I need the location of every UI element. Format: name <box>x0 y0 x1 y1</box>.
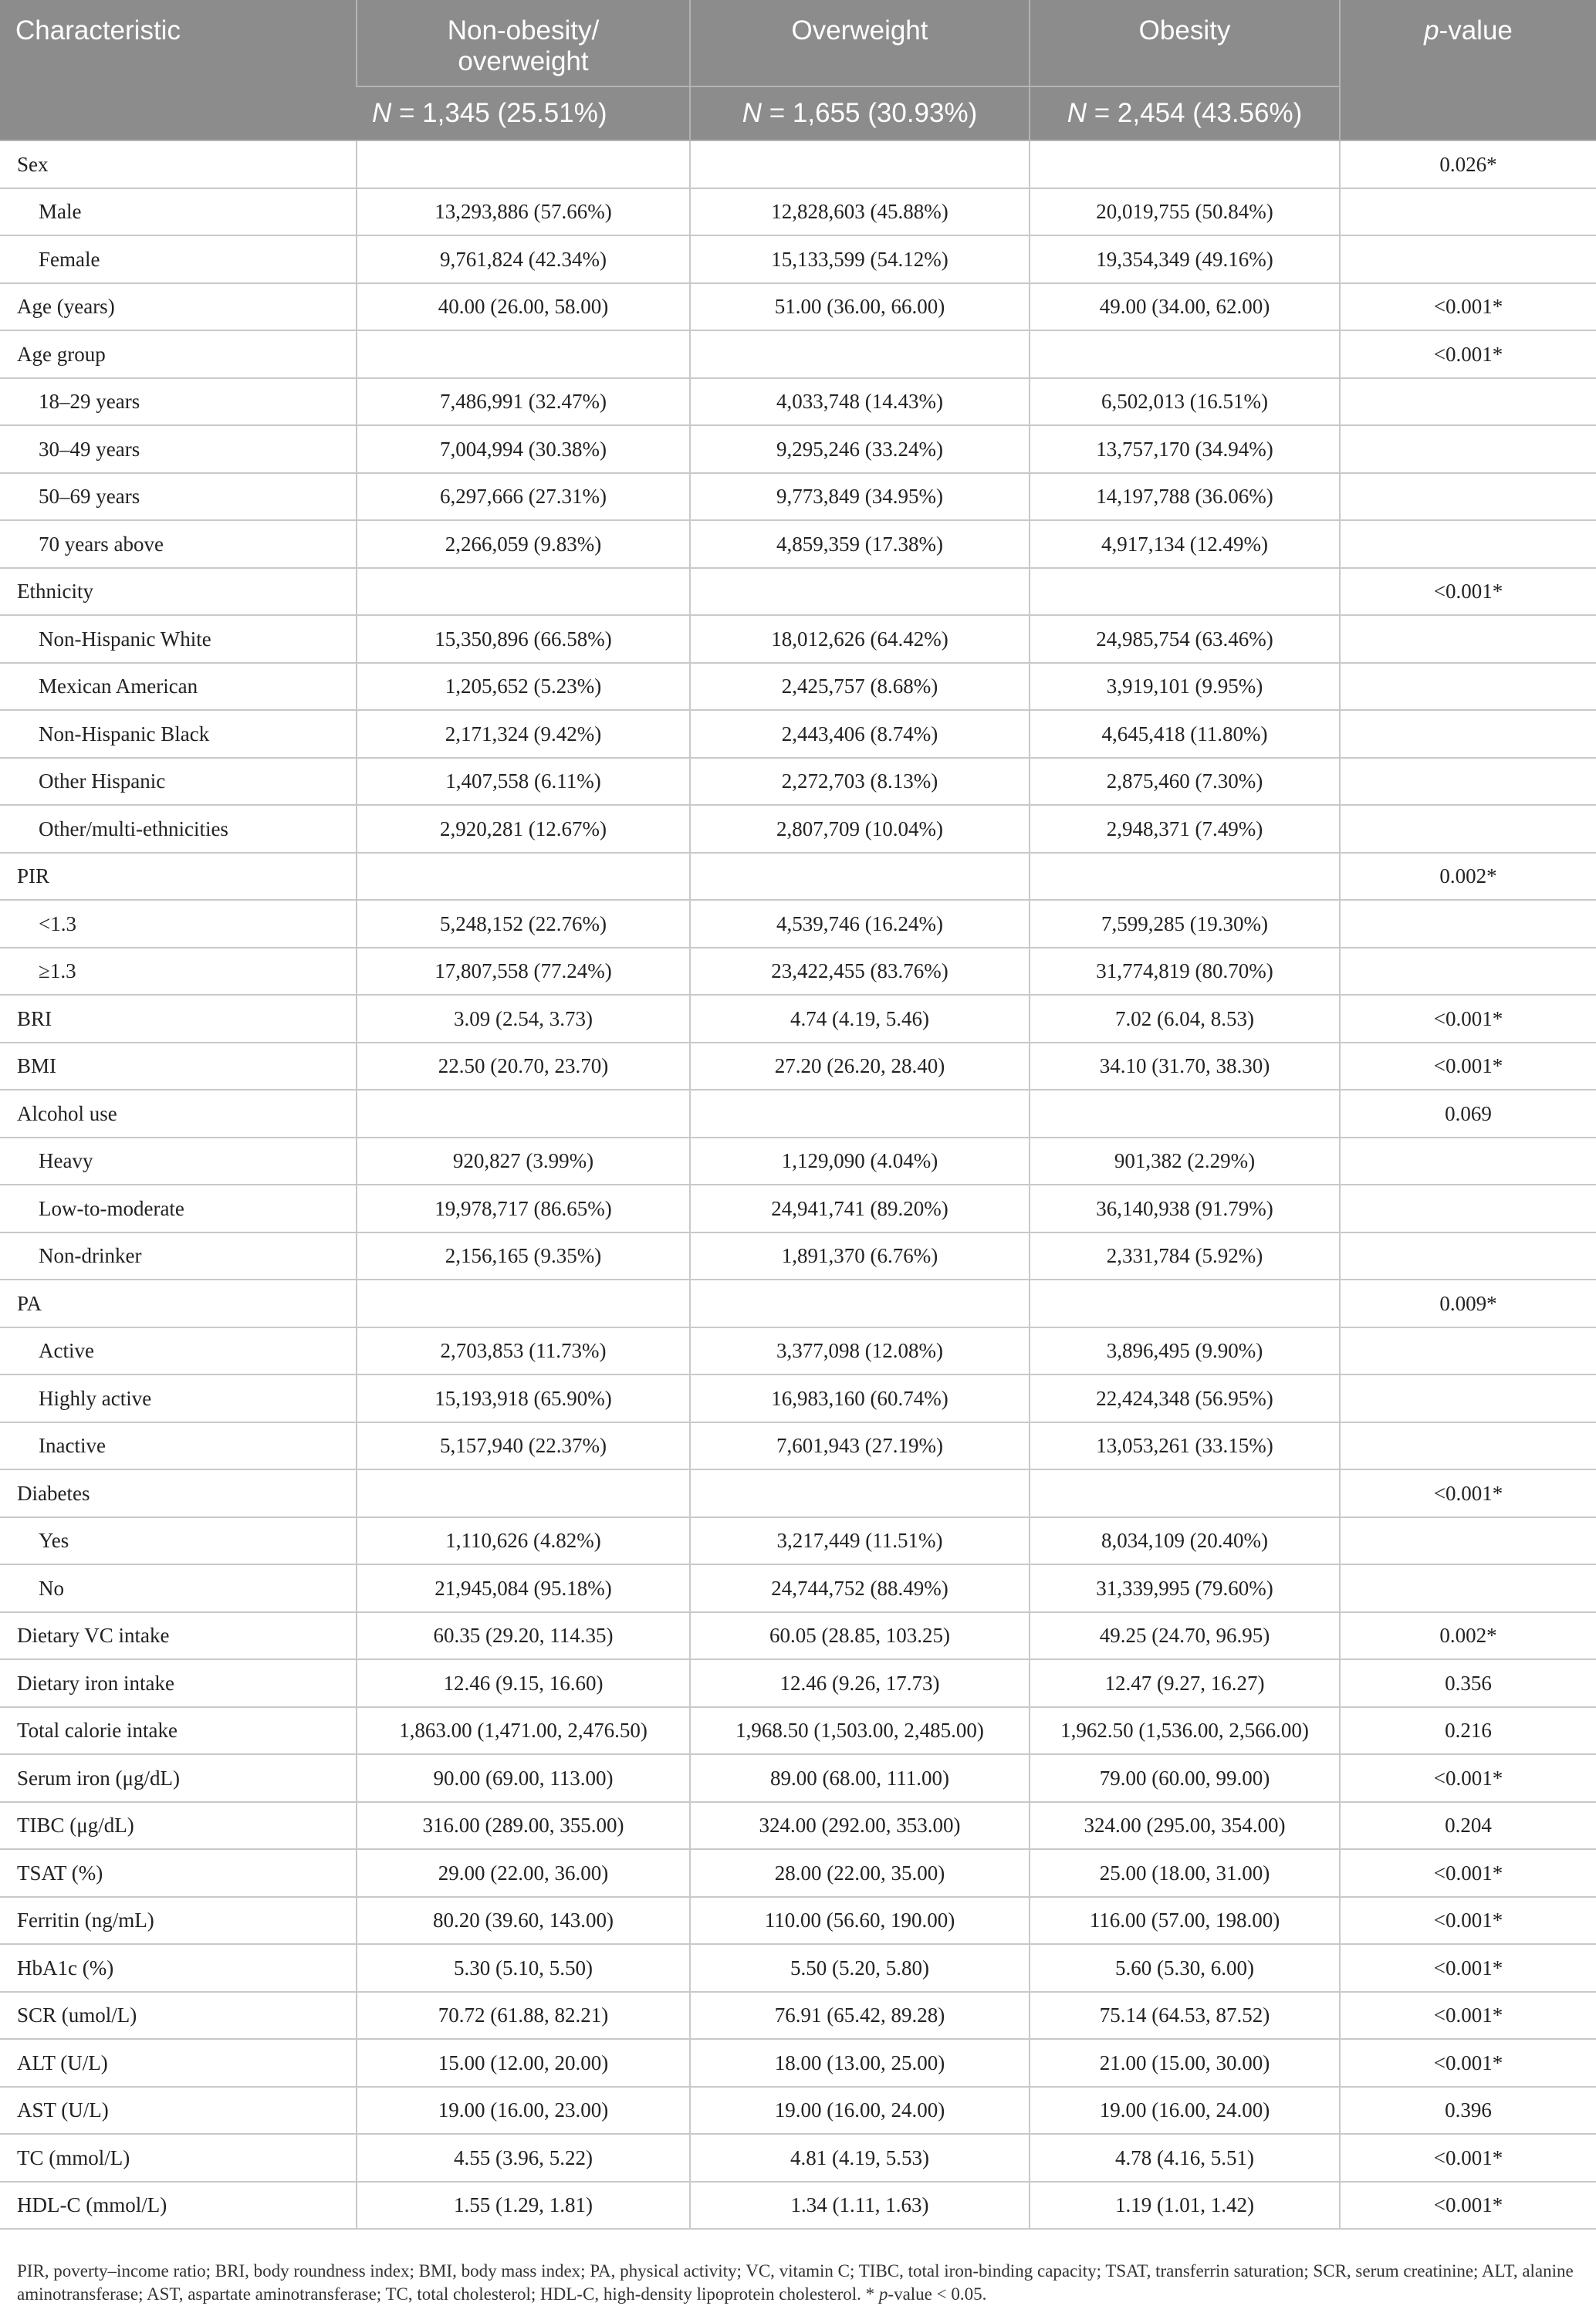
cell-overweight: 110.00 (56.60, 190.00) <box>690 1897 1030 1945</box>
row-label: Serum iron (μg/dL) <box>0 1754 357 1802</box>
cell-obesity: 7.02 (6.04, 8.53) <box>1030 995 1340 1043</box>
cell-p-value: <0.001* <box>1340 1992 1596 2040</box>
header-p-italic: p <box>1424 15 1439 46</box>
table-row <box>0 1232 1596 1280</box>
header-p-value <box>1340 0 1596 140</box>
cell-overweight: 3,377,098 (12.08%) <box>690 1327 1030 1375</box>
table-row <box>0 1517 1596 1565</box>
cell-non-obesity: 2,171,324 (9.42%) <box>357 710 690 758</box>
cell-non-obesity: 5.30 (5.10, 5.50) <box>357 1944 690 1992</box>
cell-obesity: 3,919,101 (9.95%) <box>1030 663 1340 711</box>
cell-non-obesity: 15.00 (12.00, 20.00) <box>357 2039 690 2087</box>
table-row <box>0 2134 1596 2182</box>
cell-overweight: 1.34 (1.11, 1.63) <box>690 2182 1030 2230</box>
cell-p-value <box>1340 1517 1596 1565</box>
cell-p-value: 0.026* <box>1340 140 1596 188</box>
cell-overweight: 19.00 (16.00, 24.00) <box>690 2087 1030 2135</box>
table-row <box>0 1897 1596 1945</box>
cell-non-obesity: 920,827 (3.99%) <box>357 1138 690 1185</box>
table-row <box>0 1564 1596 1612</box>
table-row <box>0 1659 1596 1707</box>
cell-non-obesity: 5,248,152 (22.76%) <box>357 900 690 948</box>
cell-non-obesity: 70.72 (61.88, 82.21) <box>357 1992 690 2040</box>
row-label: Other Hispanic <box>0 758 357 806</box>
cell-overweight <box>690 1469 1030 1517</box>
row-label: Non-Hispanic Black <box>0 710 357 758</box>
cell-obesity: 8,034,109 (20.40%) <box>1030 1517 1340 1565</box>
row-label: 50–69 years <box>0 473 357 521</box>
header-n-value: = 2,454 (43.56%) <box>1087 98 1303 128</box>
header-n-label: N <box>1067 98 1087 128</box>
table-row <box>0 1090 1596 1138</box>
cell-non-obesity: 4.55 (3.96, 5.22) <box>357 2134 690 2182</box>
header-group-non-obesity <box>357 0 690 86</box>
row-label: TSAT (%) <box>0 1849 357 1897</box>
header-group-non-obesity-line1: Non-obesity/ <box>447 15 600 46</box>
cell-overweight: 60.05 (28.85, 103.25) <box>690 1612 1030 1660</box>
cell-overweight: 1,129,090 (4.04%) <box>690 1138 1030 1185</box>
cell-obesity: 901,382 (2.29%) <box>1030 1138 1340 1185</box>
row-label: Total calorie intake <box>0 1707 357 1755</box>
table-row <box>0 1043 1596 1090</box>
table-row <box>0 568 1596 616</box>
row-label: Active <box>0 1327 357 1375</box>
table-row <box>0 1280 1596 1327</box>
cell-overweight: 28.00 (22.00, 35.00) <box>690 1849 1030 1897</box>
row-label: TC (mmol/L) <box>0 2134 357 2182</box>
cell-overweight: 12.46 (9.26, 17.73) <box>690 1659 1030 1707</box>
cell-obesity: 20,019,755 (50.84%) <box>1030 188 1340 236</box>
cell-overweight: 51.00 (36.00, 66.00) <box>690 283 1030 331</box>
cell-obesity: 4,645,418 (11.80%) <box>1030 710 1340 758</box>
footnote-tail: -value < 0.05. <box>888 2284 987 2304</box>
cell-overweight: 24,744,752 (88.49%) <box>690 1564 1030 1612</box>
cell-non-obesity: 1,110,626 (4.82%) <box>357 1517 690 1565</box>
cell-overweight <box>690 330 1030 378</box>
cell-non-obesity: 7,486,991 (32.47%) <box>357 378 690 426</box>
cell-overweight: 23,422,455 (83.76%) <box>690 948 1030 996</box>
cell-obesity: 7,599,285 (19.30%) <box>1030 900 1340 948</box>
cell-p-value <box>1340 758 1596 806</box>
table-row <box>0 948 1596 996</box>
cell-obesity: 2,948,371 (7.49%) <box>1030 805 1340 853</box>
table-row <box>0 2182 1596 2230</box>
cell-overweight: 4.81 (4.19, 5.53) <box>690 2134 1030 2182</box>
row-label: AST (U/L) <box>0 2087 357 2135</box>
cell-overweight <box>690 568 1030 616</box>
row-label: HDL-C (mmol/L) <box>0 2182 357 2230</box>
cell-non-obesity: 13,293,886 (57.66%) <box>357 188 690 236</box>
footnote-p-italic: p <box>878 2284 888 2304</box>
cell-overweight: 9,773,849 (34.95%) <box>690 473 1030 521</box>
cell-overweight: 18,012,626 (64.42%) <box>690 615 1030 663</box>
cell-non-obesity: 1,407,558 (6.11%) <box>357 758 690 806</box>
cell-p-value: 0.396 <box>1340 2087 1596 2135</box>
cell-obesity: 3,896,495 (9.90%) <box>1030 1327 1340 1375</box>
table-row <box>0 805 1596 853</box>
table-row <box>0 758 1596 806</box>
cell-overweight: 5.50 (5.20, 5.80) <box>690 1944 1030 1992</box>
row-label: Yes <box>0 1517 357 1565</box>
row-label: Age (years) <box>0 283 357 331</box>
cell-obesity: 25.00 (18.00, 31.00) <box>1030 1849 1340 1897</box>
row-label: TIBC (μg/dL) <box>0 1802 357 1850</box>
table-row <box>0 1707 1596 1755</box>
cell-overweight: 2,443,406 (8.74%) <box>690 710 1030 758</box>
row-label: ≥1.3 <box>0 948 357 996</box>
cell-obesity <box>1030 1090 1340 1138</box>
row-label: No <box>0 1564 357 1612</box>
cell-obesity <box>1030 140 1340 188</box>
cell-overweight: 27.20 (26.20, 28.40) <box>690 1043 1030 1090</box>
cell-p-value <box>1340 900 1596 948</box>
cell-p-value <box>1340 1564 1596 1612</box>
cell-obesity: 21.00 (15.00, 30.00) <box>1030 2039 1340 2087</box>
table-row <box>0 1185 1596 1232</box>
cell-p-value <box>1340 1138 1596 1185</box>
row-label: Dietary VC intake <box>0 1612 357 1660</box>
cell-obesity <box>1030 1280 1340 1327</box>
row-label: 30–49 years <box>0 425 357 473</box>
cell-non-obesity: 60.35 (29.20, 114.35) <box>357 1612 690 1660</box>
cell-p-value: 0.204 <box>1340 1802 1596 1850</box>
cell-overweight: 89.00 (68.00, 111.00) <box>690 1754 1030 1802</box>
table-row <box>0 1612 1596 1660</box>
cell-overweight: 2,807,709 (10.04%) <box>690 805 1030 853</box>
cell-overweight: 2,425,757 (8.68%) <box>690 663 1030 711</box>
cell-non-obesity: 15,350,896 (66.58%) <box>357 615 690 663</box>
cell-non-obesity: 29.00 (22.00, 36.00) <box>357 1849 690 1897</box>
cell-p-value <box>1340 1232 1596 1280</box>
table-row <box>0 900 1596 948</box>
cell-p-value: 0.002* <box>1340 1612 1596 1660</box>
row-label: 18–29 years <box>0 378 357 426</box>
row-label: PIR <box>0 853 357 901</box>
cell-p-value <box>1340 1374 1596 1422</box>
table-row <box>0 1327 1596 1375</box>
cell-obesity: 22,424,348 (56.95%) <box>1030 1374 1340 1422</box>
table-row <box>0 235 1596 283</box>
cell-non-obesity: 2,703,853 (11.73%) <box>357 1327 690 1375</box>
cell-non-obesity: 21,945,084 (95.18%) <box>357 1564 690 1612</box>
table-row <box>0 1992 1596 2040</box>
cell-non-obesity: 80.20 (39.60, 143.00) <box>357 1897 690 1945</box>
cell-obesity: 19,354,349 (49.16%) <box>1030 235 1340 283</box>
cell-overweight: 2,272,703 (8.13%) <box>690 758 1030 806</box>
cell-obesity: 1.19 (1.01, 1.42) <box>1030 2182 1340 2230</box>
cell-obesity: 2,331,784 (5.92%) <box>1030 1232 1340 1280</box>
cell-obesity: 324.00 (295.00, 354.00) <box>1030 1802 1340 1850</box>
table-row <box>0 1422 1596 1470</box>
header-n-label: N <box>742 98 762 128</box>
cell-overweight: 16,983,160 (60.74%) <box>690 1374 1030 1422</box>
cell-non-obesity: 22.50 (20.70, 23.70) <box>357 1043 690 1090</box>
table-row <box>0 995 1596 1043</box>
cell-obesity <box>1030 330 1340 378</box>
cell-obesity: 14,197,788 (36.06%) <box>1030 473 1340 521</box>
table-row <box>0 2039 1596 2087</box>
row-label: Low-to-moderate <box>0 1185 357 1232</box>
table-row <box>0 2087 1596 2135</box>
footnote-text: PIR, poverty–income ratio; BRI, body roundness index; BMI, body mass index; PA, physical activity; VC, vitamin C; TIBC, total iron-binding capacity; TSAT, transferrin saturation; SCR, serum creatinine; ALT, alanine aminotransferase; AST, aspartate aminotransferase; TC, total cholesterol; HDL-C, high-density lipoprotein cholesterol. * <box>17 2261 1574 2304</box>
cell-obesity: 24,985,754 (63.46%) <box>1030 615 1340 663</box>
cell-obesity: 13,757,170 (34.94%) <box>1030 425 1340 473</box>
row-label: Diabetes <box>0 1469 357 1517</box>
table-row <box>0 188 1596 236</box>
header-n-value: = 1,655 (30.93%) <box>762 98 978 128</box>
cell-p-value: <0.001* <box>1340 995 1596 1043</box>
cell-non-obesity <box>357 853 690 901</box>
cell-p-value: 0.069 <box>1340 1090 1596 1138</box>
cell-obesity: 1,962.50 (1,536.00, 2,566.00) <box>1030 1707 1340 1755</box>
cell-non-obesity: 1,863.00 (1,471.00, 2,476.50) <box>357 1707 690 1755</box>
cell-non-obesity: 19.00 (16.00, 23.00) <box>357 2087 690 2135</box>
cell-p-value <box>1340 710 1596 758</box>
cell-obesity: 19.00 (16.00, 24.00) <box>1030 2087 1340 2135</box>
cell-obesity <box>1030 1469 1340 1517</box>
row-label: Heavy <box>0 1138 357 1185</box>
row-label: SCR (umol/L) <box>0 1992 357 2040</box>
cell-overweight: 1,968.50 (1,503.00, 2,485.00) <box>690 1707 1030 1755</box>
cell-p-value: <0.001* <box>1340 2182 1596 2230</box>
cell-p-value: <0.001* <box>1340 283 1596 331</box>
cell-obesity: 31,339,995 (79.60%) <box>1030 1564 1340 1612</box>
cell-overweight <box>690 1090 1030 1138</box>
cell-overweight: 4.74 (4.19, 5.46) <box>690 995 1030 1043</box>
cell-non-obesity: 15,193,918 (65.90%) <box>357 1374 690 1422</box>
cell-obesity <box>1030 568 1340 616</box>
row-label: Dietary iron intake <box>0 1659 357 1707</box>
row-label: Non-drinker <box>0 1232 357 1280</box>
header-group-overweight: Overweight <box>690 0 1030 86</box>
table-row <box>0 1138 1596 1185</box>
cell-p-value: <0.001* <box>1340 2039 1596 2087</box>
cell-non-obesity <box>357 140 690 188</box>
cell-p-value: <0.001* <box>1340 568 1596 616</box>
cell-p-value <box>1340 425 1596 473</box>
cell-obesity: 6,502,013 (16.51%) <box>1030 378 1340 426</box>
cell-non-obesity: 5,157,940 (22.37%) <box>357 1422 690 1470</box>
table-row <box>0 425 1596 473</box>
cell-overweight <box>690 140 1030 188</box>
row-label: 70 years above <box>0 520 357 568</box>
row-label: BRI <box>0 995 357 1043</box>
table-row <box>0 663 1596 711</box>
table-row <box>0 140 1596 188</box>
cell-overweight: 15,133,599 (54.12%) <box>690 235 1030 283</box>
cell-non-obesity: 6,297,666 (27.31%) <box>357 473 690 521</box>
cell-p-value: 0.002* <box>1340 853 1596 901</box>
cell-non-obesity: 2,920,281 (12.67%) <box>357 805 690 853</box>
row-label: BMI <box>0 1043 357 1090</box>
table-row <box>0 520 1596 568</box>
cell-non-obesity: 12.46 (9.15, 16.60) <box>357 1659 690 1707</box>
cell-p-value: <0.001* <box>1340 330 1596 378</box>
table-row <box>0 330 1596 378</box>
cell-p-value <box>1340 188 1596 236</box>
cell-p-value: <0.001* <box>1340 1469 1596 1517</box>
cell-overweight: 3,217,449 (11.51%) <box>690 1517 1030 1565</box>
cell-non-obesity: 1.55 (1.29, 1.81) <box>357 2182 690 2230</box>
cell-non-obesity: 90.00 (69.00, 113.00) <box>357 1754 690 1802</box>
row-label: Sex <box>0 140 357 188</box>
header-p-rest: -value <box>1439 15 1513 46</box>
row-label: Female <box>0 235 357 283</box>
cell-overweight <box>690 1280 1030 1327</box>
cell-p-value <box>1340 235 1596 283</box>
cell-overweight: 18.00 (13.00, 25.00) <box>690 2039 1030 2087</box>
cell-obesity: 2,875,460 (7.30%) <box>1030 758 1340 806</box>
cell-p-value: 0.356 <box>1340 1659 1596 1707</box>
table-row <box>0 473 1596 521</box>
table-footnote <box>17 2260 1584 2306</box>
row-label: Ethnicity <box>0 568 357 616</box>
cell-non-obesity: 1,205,652 (5.23%) <box>357 663 690 711</box>
cell-p-value: <0.001* <box>1340 1849 1596 1897</box>
header-n-value: = 1,345 (25.51%) <box>391 98 607 128</box>
header-group-obesity: Obesity <box>1030 0 1340 86</box>
cell-p-value <box>1340 1327 1596 1375</box>
cell-overweight: 4,539,746 (16.24%) <box>690 900 1030 948</box>
header-group-non-obesity-line2: overweight <box>458 46 589 76</box>
table-row <box>0 710 1596 758</box>
row-label: Mexican American <box>0 663 357 711</box>
cell-non-obesity <box>357 1090 690 1138</box>
row-label: Alcohol use <box>0 1090 357 1138</box>
row-label: Age group <box>0 330 357 378</box>
row-label: HbA1c (%) <box>0 1944 357 1992</box>
cell-p-value <box>1340 1185 1596 1232</box>
cell-obesity: 4,917,134 (12.49%) <box>1030 520 1340 568</box>
cell-p-value: <0.001* <box>1340 1897 1596 1945</box>
cell-overweight: 324.00 (292.00, 353.00) <box>690 1802 1030 1850</box>
cell-p-value: <0.001* <box>1340 2134 1596 2182</box>
cell-obesity: 36,140,938 (91.79%) <box>1030 1185 1340 1232</box>
cell-obesity: 12.47 (9.27, 16.27) <box>1030 1659 1340 1707</box>
cell-obesity: 31,774,819 (80.70%) <box>1030 948 1340 996</box>
cell-p-value: <0.001* <box>1340 1944 1596 1992</box>
cell-obesity: 49.00 (34.00, 62.00) <box>1030 283 1340 331</box>
cell-overweight: 1,891,370 (6.76%) <box>690 1232 1030 1280</box>
row-label: Other/multi-ethnicities <box>0 805 357 853</box>
table-row <box>0 1802 1596 1850</box>
cell-p-value: 0.009* <box>1340 1280 1596 1327</box>
cell-non-obesity: 40.00 (26.00, 58.00) <box>357 283 690 331</box>
cell-overweight: 4,033,748 (14.43%) <box>690 378 1030 426</box>
header-n-overweight <box>690 86 1030 140</box>
cell-overweight <box>690 853 1030 901</box>
cell-p-value <box>1340 948 1596 996</box>
table-row <box>0 283 1596 331</box>
cell-obesity <box>1030 853 1340 901</box>
cell-non-obesity: 17,807,558 (77.24%) <box>357 948 690 996</box>
row-label: Male <box>0 188 357 236</box>
row-label: ALT (U/L) <box>0 2039 357 2087</box>
row-label: Ferritin (ng/mL) <box>0 1897 357 1945</box>
table-row <box>0 1849 1596 1897</box>
cell-non-obesity: 9,761,824 (42.34%) <box>357 235 690 283</box>
cell-obesity: 13,053,261 (33.15%) <box>1030 1422 1340 1470</box>
cell-p-value <box>1340 378 1596 426</box>
cell-overweight: 76.91 (65.42, 89.28) <box>690 1992 1030 2040</box>
cell-overweight: 24,941,741 (89.20%) <box>690 1185 1030 1232</box>
header-n-obesity <box>1030 86 1340 140</box>
header-n-non-obesity <box>357 86 690 140</box>
cell-obesity: 5.60 (5.30, 6.00) <box>1030 1944 1340 1992</box>
table-row <box>0 1374 1596 1422</box>
table-row <box>0 1469 1596 1517</box>
cell-p-value <box>1340 520 1596 568</box>
cell-overweight: 9,295,246 (33.24%) <box>690 425 1030 473</box>
table-header <box>0 0 1596 140</box>
cell-obesity: 116.00 (57.00, 198.00) <box>1030 1897 1340 1945</box>
cell-non-obesity <box>357 568 690 616</box>
cell-non-obesity <box>357 330 690 378</box>
cell-non-obesity: 2,156,165 (9.35%) <box>357 1232 690 1280</box>
cell-p-value <box>1340 473 1596 521</box>
cell-obesity: 4.78 (4.16, 5.51) <box>1030 2134 1340 2182</box>
table-row <box>0 1754 1596 1802</box>
header-characteristic: Characteristic <box>0 0 357 140</box>
table-body <box>0 140 1596 2229</box>
row-label: <1.3 <box>0 900 357 948</box>
cell-non-obesity: 3.09 (2.54, 3.73) <box>357 995 690 1043</box>
row-label: Highly active <box>0 1374 357 1422</box>
cell-obesity: 49.25 (24.70, 96.95) <box>1030 1612 1340 1660</box>
table-row <box>0 853 1596 901</box>
cell-overweight: 12,828,603 (45.88%) <box>690 188 1030 236</box>
row-label: Inactive <box>0 1422 357 1470</box>
header-n-label: N <box>372 98 392 128</box>
cell-obesity: 79.00 (60.00, 99.00) <box>1030 1754 1340 1802</box>
cell-p-value: <0.001* <box>1340 1043 1596 1090</box>
row-label: Non-Hispanic White <box>0 615 357 663</box>
cell-p-value <box>1340 1422 1596 1470</box>
cell-p-value: <0.001* <box>1340 1754 1596 1802</box>
cell-non-obesity: 19,978,717 (86.65%) <box>357 1185 690 1232</box>
cell-non-obesity: 7,004,994 (30.38%) <box>357 425 690 473</box>
cell-p-value <box>1340 615 1596 663</box>
cell-non-obesity <box>357 1280 690 1327</box>
cell-overweight: 4,859,359 (17.38%) <box>690 520 1030 568</box>
cell-obesity: 75.14 (64.53, 87.52) <box>1030 1992 1340 2040</box>
cell-p-value <box>1340 663 1596 711</box>
table-row <box>0 615 1596 663</box>
cell-overweight: 7,601,943 (27.19%) <box>690 1422 1030 1470</box>
cell-p-value <box>1340 805 1596 853</box>
cell-obesity: 34.10 (31.70, 38.30) <box>1030 1043 1340 1090</box>
cell-non-obesity: 316.00 (289.00, 355.00) <box>357 1802 690 1850</box>
cell-p-value: 0.216 <box>1340 1707 1596 1755</box>
table-row <box>0 1944 1596 1992</box>
cell-non-obesity <box>357 1469 690 1517</box>
cell-non-obesity: 2,266,059 (9.83%) <box>357 520 690 568</box>
row-label: PA <box>0 1280 357 1327</box>
table-row <box>0 378 1596 426</box>
